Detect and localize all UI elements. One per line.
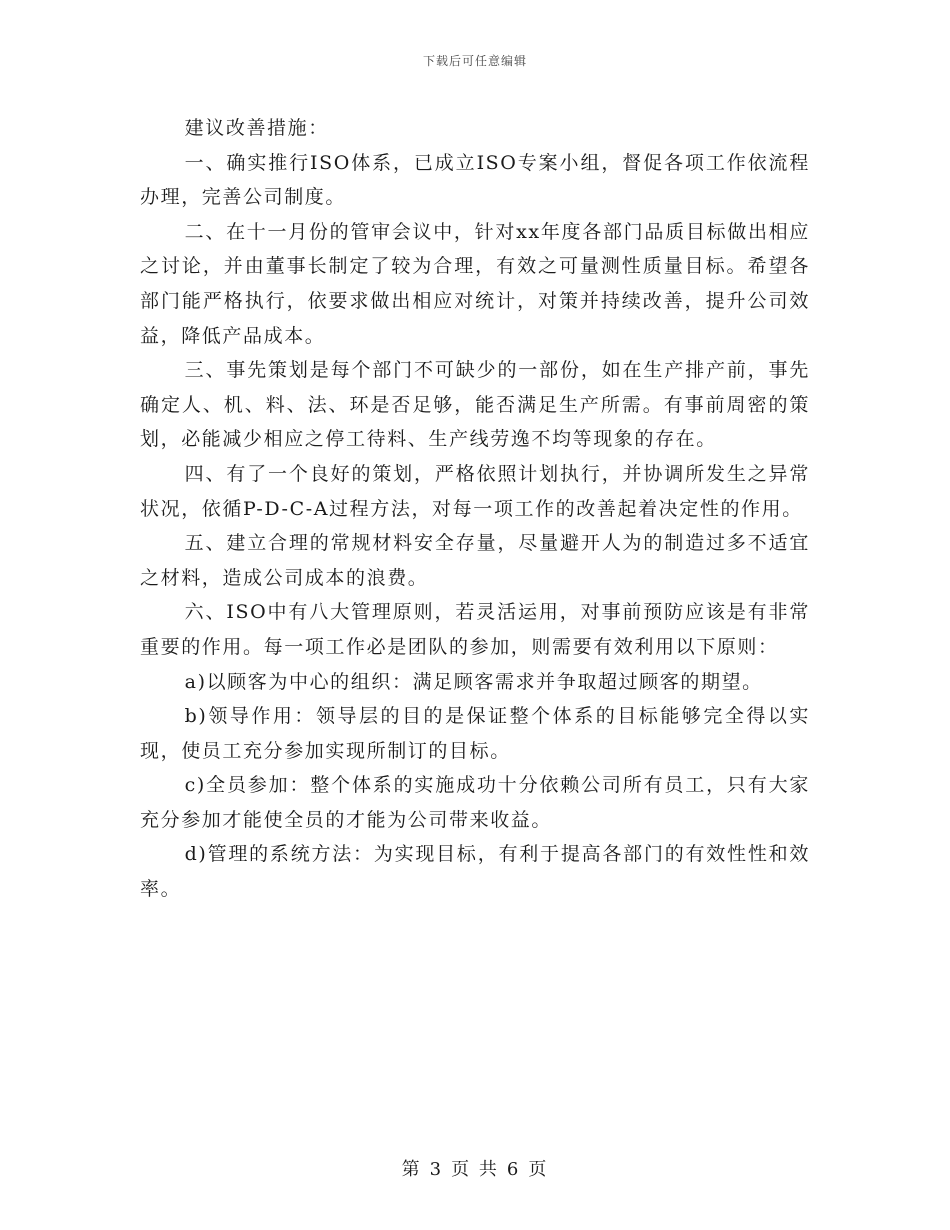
section-heading: 建议改善措施： (184, 117, 329, 139)
principle-c: c)全员参加：整个体系的实施成功十分依赖公司所有员工，只有大家充分参加才能使全员的才能为公司带来收益。 (140, 774, 810, 831)
document-body (140, 111, 810, 907)
footer-prefix: 第 (401, 1159, 422, 1180)
footer-middle: 页 共 (451, 1159, 499, 1180)
paragraph-6: 六、ISO中有八大管理原则，若灵活运用，对事前预防应该是有非常重要的作用。每一项工作必是团队的参加，则需要有效利用以下原则： (140, 601, 810, 658)
principle-d: d)管理的系统方法：为实现目标，有利于提高各部门的有效性性和效率。 (140, 843, 810, 901)
page-header-note: 下载后可任意编辑 (422, 54, 527, 68)
footer-total-pages: 6 (506, 1159, 521, 1180)
paragraph-4: 四、有了一个良好的策划，严格依照计划执行，并协调所发生之异常状况，依循P-D-C-A过程方法，对每一项工作的改善起着决定性的作用。 (140, 462, 810, 520)
footer-current-page: 3 (429, 1159, 444, 1180)
principle-a: a)以顾客为中心的组织：满足顾客需求并争取超过顾客的期望。 (184, 670, 763, 693)
paragraph-1: 一、确实推行ISO体系，已成立ISO专案小组，督促各项工作依流程办理，完善公司制度。 (140, 151, 810, 209)
principle-b: b)领导作用：领导层的目的是保证整个体系的目标能够完全得以实现，使员工充分参加实现所制订的目标。 (140, 705, 810, 762)
footer-suffix: 页 (528, 1159, 549, 1180)
paragraph-5: 五、建立合理的常规材料安全存量，尽量避开人为的制造过多不适宜之材料，造成公司成本的浪费。 (140, 532, 810, 589)
page-number-footer (0, 1155, 950, 1181)
paragraph-2: 二、在十一月份的管审会议中，针对xx年度各部门品质目标做出相应之讨论，并由董事长制定了较为合理，有效之可量测性质量目标。希望各部门能严格执行，依要求做出相应对统计，对策并持续改善，提升公司效益，降低产品成本。 (140, 220, 810, 347)
paragraph-3: 三、事先策划是每个部门不可缺少的一部份，如在生产排产前，事先确定人、机、料、法、环是否足够，能否满足生产所需。有事前周密的策划，必能减少相应之停工待料、生产线劳逸不均等现象的存在。 (140, 359, 810, 451)
